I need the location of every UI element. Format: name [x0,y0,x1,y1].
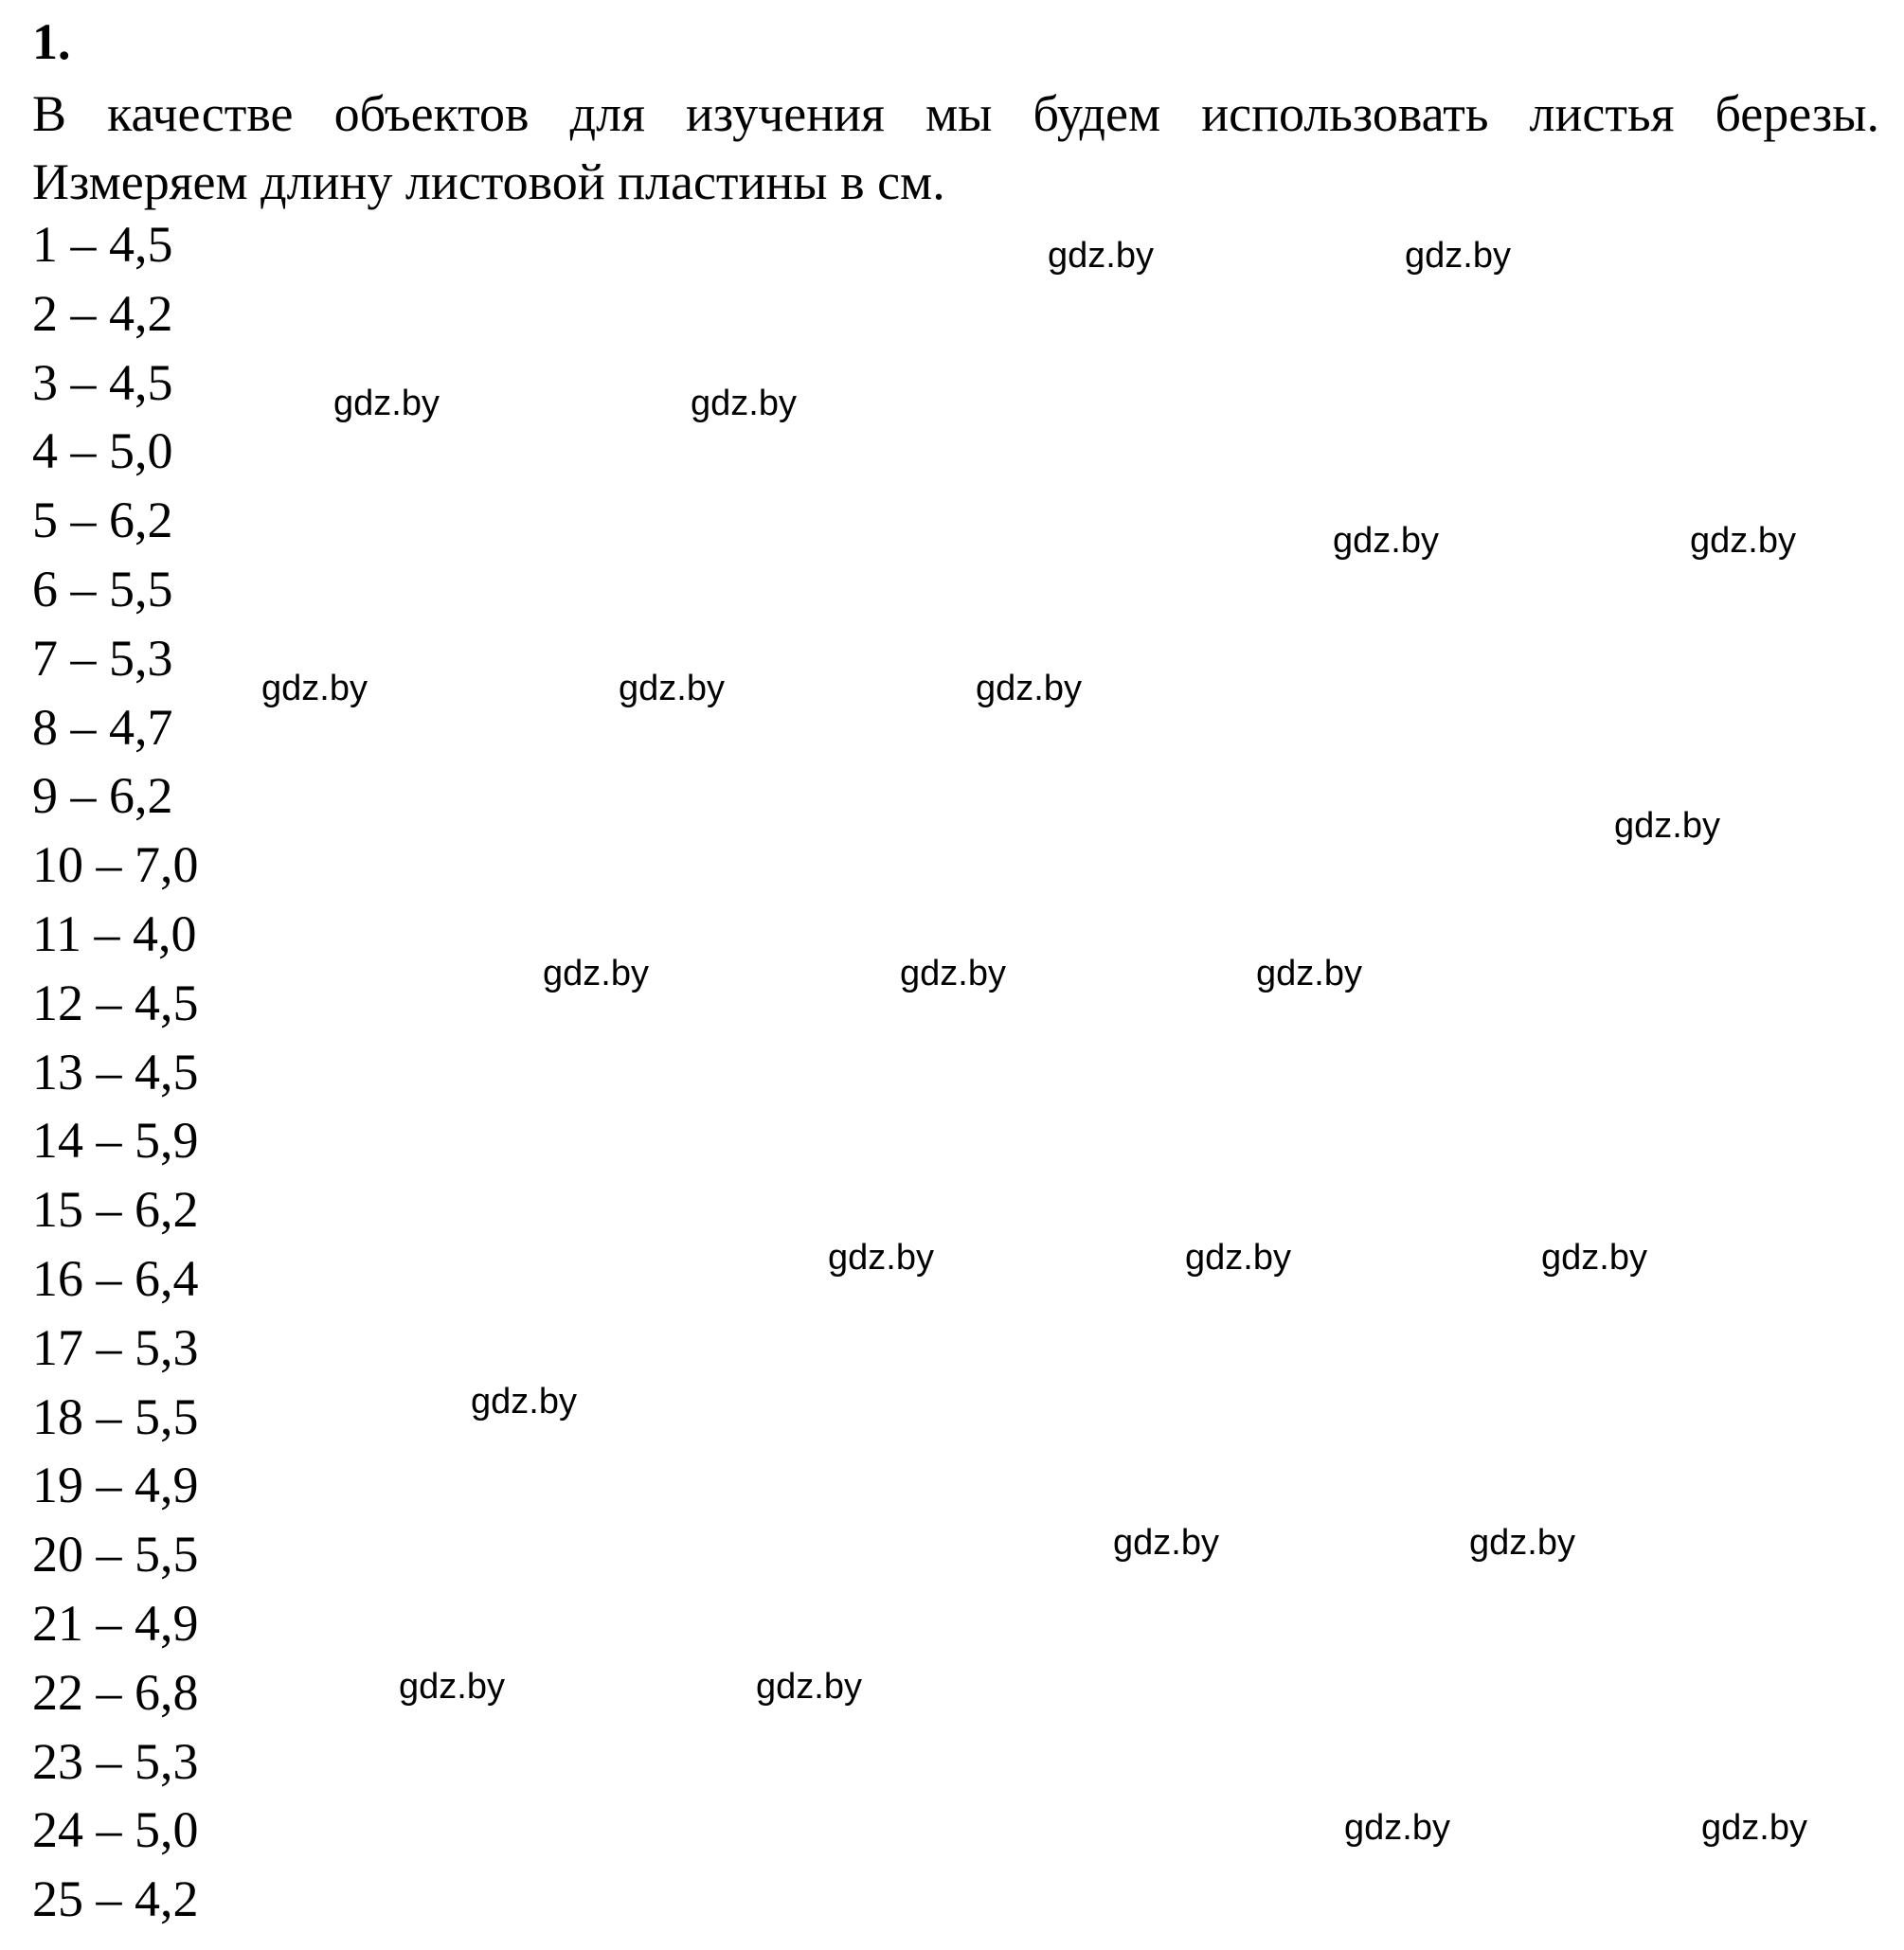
watermark: gdz.by [1344,1808,1450,1848]
watermark: gdz.by [619,669,725,708]
measurement-item: 20 – 5,5 [32,1526,199,1583]
measurement-item: 12 – 4,5 [32,974,199,1031]
measurement-item: 13 – 4,5 [32,1043,199,1100]
watermark: gdz.by [691,384,797,423]
watermark: gdz.by [1405,236,1511,276]
watermark: gdz.by [976,669,1082,708]
watermark: gdz.by [543,954,649,993]
watermark: gdz.by [1469,1523,1575,1563]
measurement-item: 9 – 6,2 [32,767,173,825]
measurement-item: 17 – 5,3 [32,1318,199,1376]
measurement-item: 11 – 4,0 [32,904,197,962]
measurement-item: 14 – 5,9 [32,1112,199,1170]
measurement-item: 3 – 4,5 [32,353,173,411]
measurement-item: 21 – 4,9 [32,1594,199,1652]
task-number: 1. [32,13,71,70]
intro-line-1: В качестве объектов для изучения мы будем использовать листья березы. [32,85,1879,142]
watermark: gdz.by [900,954,1006,993]
watermark: gdz.by [1048,236,1154,276]
intro-paragraph [32,80,1879,216]
intro-line-2: Измеряем длину листовой пластины в см. [32,153,945,210]
watermark: gdz.by [261,669,368,708]
watermark: gdz.by [1690,521,1796,561]
measurement-item: 5 – 6,2 [32,492,173,549]
watermark: gdz.by [1541,1238,1647,1278]
measurement-item: 4 – 5,0 [32,422,173,480]
measurement-item: 6 – 5,5 [32,560,173,617]
measurement-item: 25 – 4,2 [32,1870,199,1928]
watermark: gdz.by [399,1667,505,1707]
measurements-list [32,210,199,1934]
measurement-item: 23 – 5,3 [32,1732,199,1790]
measurement-item: 1 – 4,5 [32,216,173,273]
measurement-item: 2 – 4,2 [32,284,173,342]
measurement-item: 15 – 6,2 [32,1181,199,1239]
measurement-item: 19 – 4,9 [32,1457,199,1514]
measurement-item: 8 – 4,7 [32,698,173,756]
watermark: gdz.by [1614,806,1720,846]
watermark: gdz.by [1185,1238,1291,1278]
watermark: gdz.by [333,384,440,423]
measurement-item: 16 – 6,4 [32,1249,199,1307]
watermark: gdz.by [1701,1808,1807,1848]
measurement-item: 18 – 5,5 [32,1387,199,1445]
watermark: gdz.by [1113,1523,1219,1563]
measurement-item: 7 – 5,3 [32,629,173,687]
watermark: gdz.by [471,1382,577,1422]
watermark: gdz.by [828,1238,934,1278]
watermark: gdz.by [756,1667,862,1707]
watermark: gdz.by [1333,521,1439,561]
measurement-item: 10 – 7,0 [32,836,199,894]
watermark: gdz.by [1256,954,1362,993]
measurement-item: 24 – 5,0 [32,1801,199,1859]
measurement-item: 22 – 6,8 [32,1663,199,1721]
